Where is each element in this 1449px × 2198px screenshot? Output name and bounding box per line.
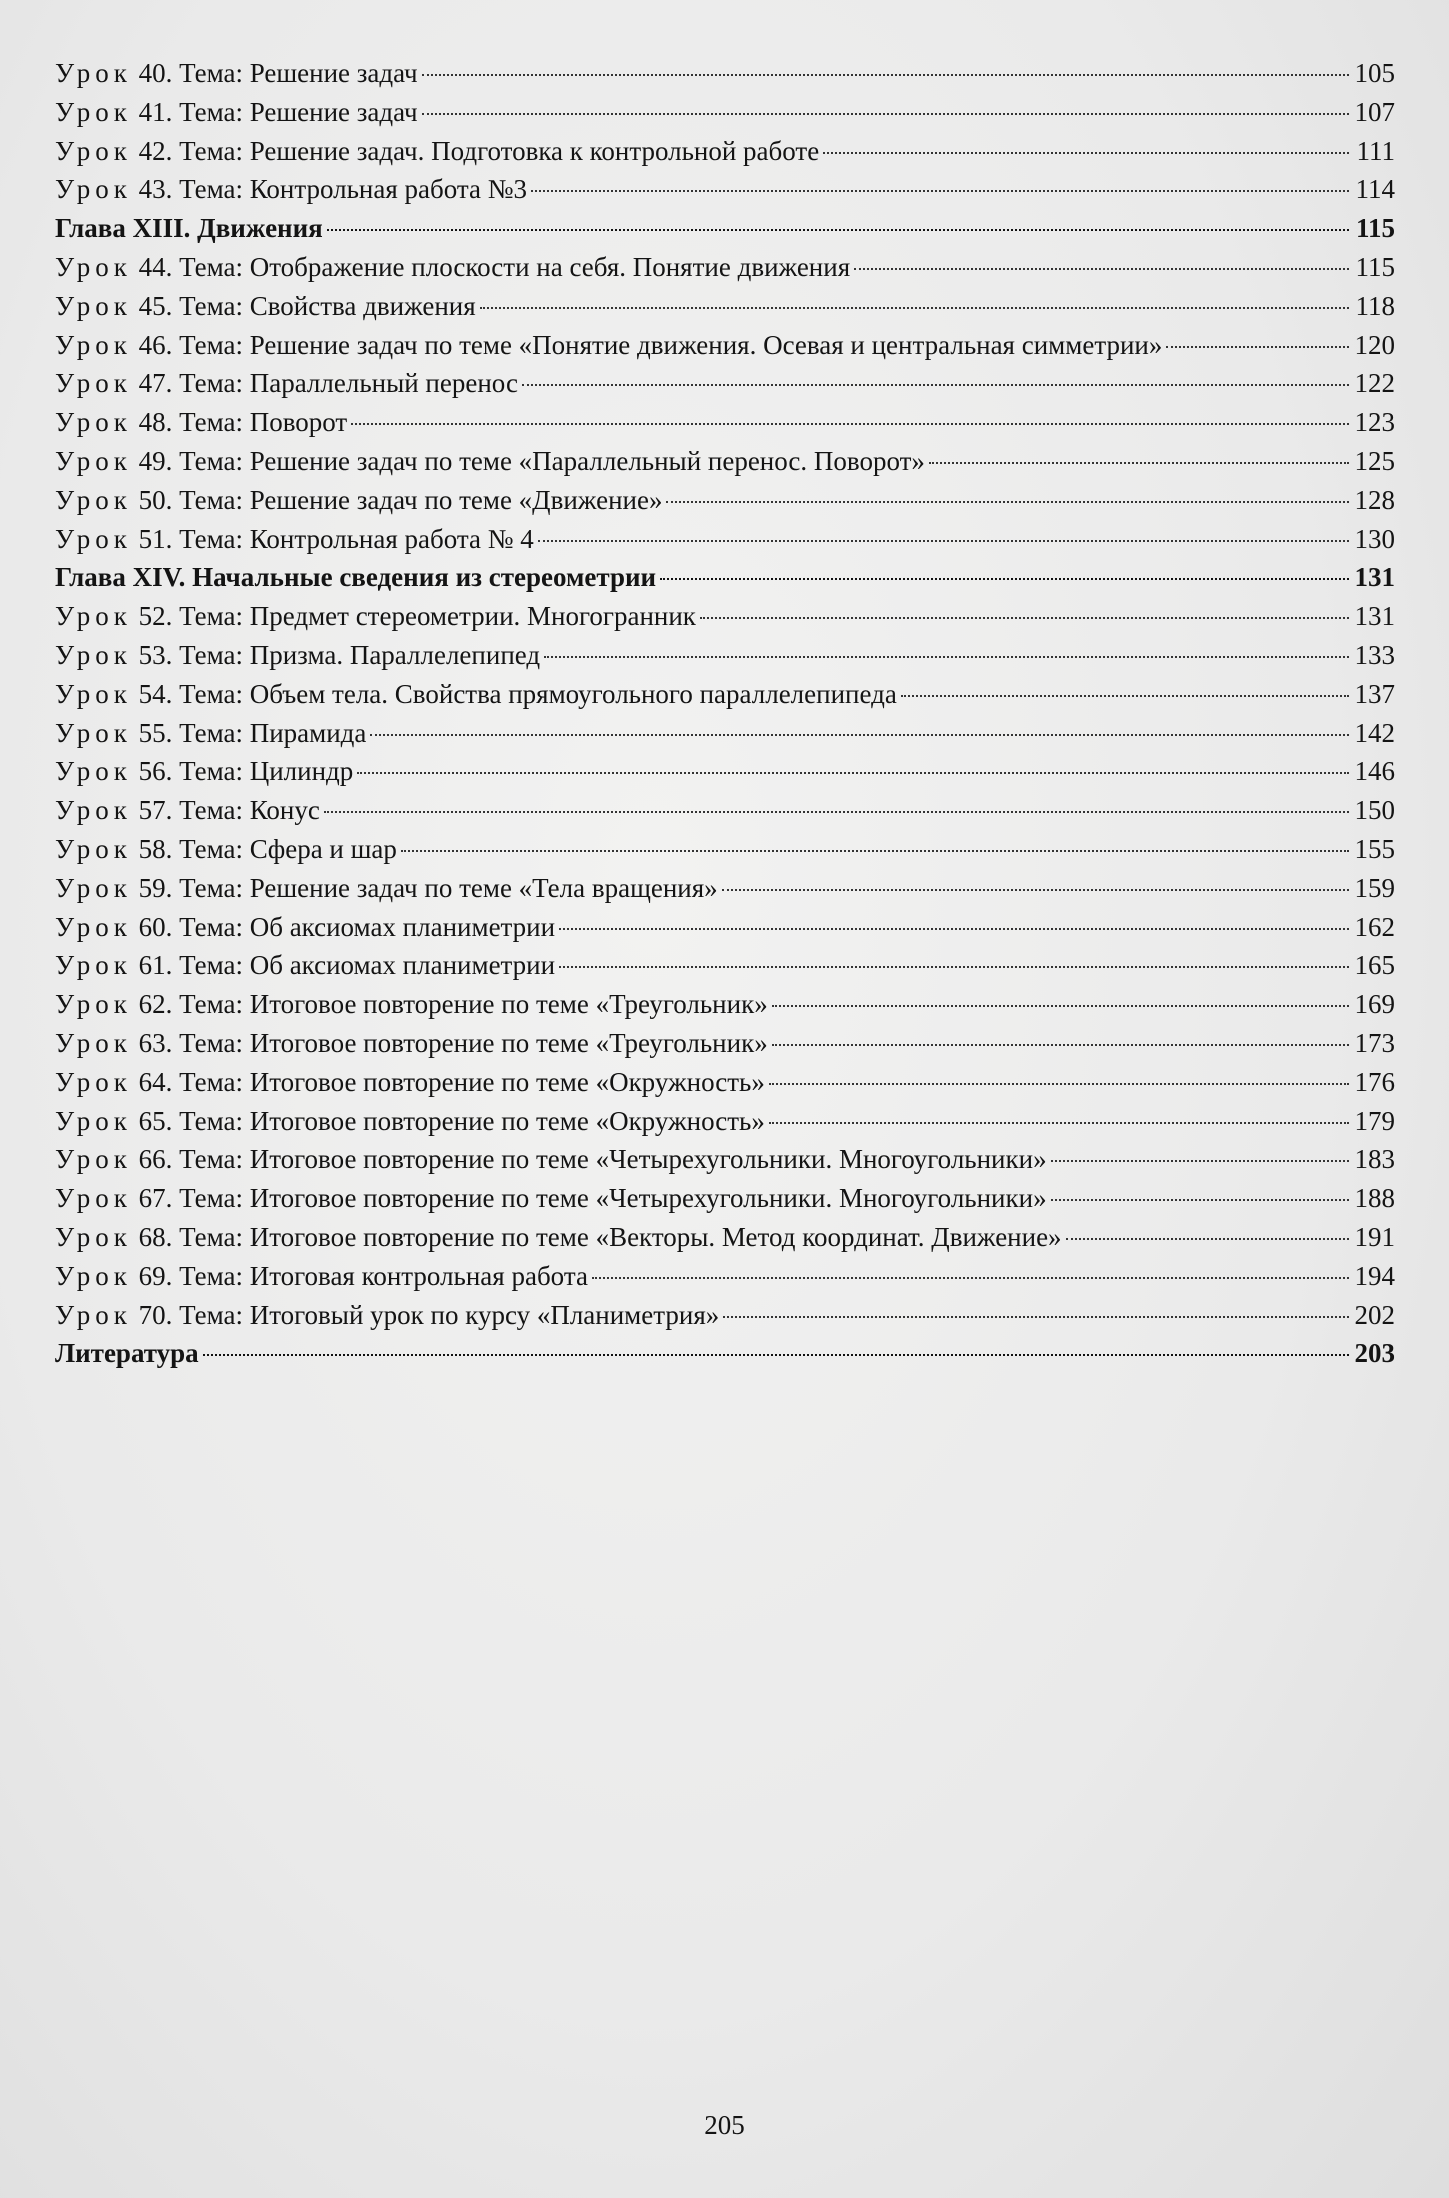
dot-leader (769, 1121, 1349, 1124)
dot-leader (203, 1353, 1349, 1356)
toc-page-number: 122 (1354, 368, 1395, 399)
toc-entry-title (55, 93, 418, 132)
toc-page-number: 114 (1355, 174, 1395, 205)
toc-page-number: 202 (1354, 1299, 1395, 1330)
toc-entry-title (55, 520, 534, 559)
lesson-prefix: Урок (55, 601, 132, 632)
toc-lesson-row (55, 54, 1395, 93)
toc-entry-title (55, 1024, 768, 1063)
toc-lesson-row (55, 791, 1395, 830)
lesson-prefix: Урок (55, 523, 132, 554)
lesson-prefix: Урок (55, 407, 132, 438)
toc-chapter-row (55, 1334, 1395, 1373)
toc-lesson-row (55, 675, 1395, 714)
toc-lesson-row (55, 908, 1395, 947)
table-of-contents (55, 54, 1395, 1373)
toc-entry-title (55, 1257, 588, 1296)
toc-lesson-row (55, 132, 1395, 171)
toc-lesson-row (55, 1024, 1395, 1063)
lesson-prefix: Урок (55, 678, 132, 709)
toc-entry-title (55, 54, 418, 93)
toc-page-number: 118 (1355, 290, 1395, 321)
dot-leader (538, 539, 1349, 542)
toc-page-number: 188 (1354, 1183, 1395, 1214)
dot-leader (559, 965, 1348, 968)
toc-entry-title (55, 1179, 1047, 1218)
toc-lesson-row (55, 1257, 1395, 1296)
toc-page-number: 120 (1354, 329, 1395, 360)
toc-lesson-row (55, 93, 1395, 132)
toc-page-number: 131 (1354, 601, 1395, 632)
dot-leader (901, 694, 1349, 697)
toc-entry-title (55, 132, 819, 171)
lesson-prefix: Урок (55, 96, 132, 127)
dot-leader (666, 500, 1348, 503)
lesson-prefix: Урок (55, 58, 132, 88)
toc-entry-title (55, 985, 768, 1024)
toc-entry-title (55, 170, 527, 209)
toc-chapter-row (55, 209, 1395, 248)
toc-page-number: 191 (1354, 1221, 1395, 1252)
toc-lesson-row (55, 1179, 1395, 1218)
toc-entry-text: 57. Тема: Конус (131, 795, 320, 826)
toc-entry-title (55, 558, 656, 597)
toc-page-number: 183 (1354, 1144, 1395, 1175)
toc-entry-title (55, 1296, 719, 1335)
toc-entry-title (55, 326, 1162, 365)
dot-leader (1051, 1159, 1349, 1162)
lesson-prefix: Урок (55, 174, 132, 205)
lesson-prefix: Урок (55, 445, 132, 476)
toc-entry-text: 63. Тема: Итоговое повторение по теме «Треугольник» (131, 1027, 768, 1058)
toc-lesson-row (55, 714, 1395, 753)
dot-leader (559, 927, 1348, 930)
toc-entry-text: 69. Тема: Итоговая контрольная работа (131, 1260, 588, 1291)
lesson-prefix: Урок (55, 290, 132, 321)
toc-page-number: 165 (1354, 950, 1395, 981)
toc-lesson-row (55, 248, 1395, 287)
toc-entry-text: 46. Тема: Решение задач по теме «Понятие движения. Осевая и центральная симметрии» (131, 329, 1163, 360)
lesson-prefix: Урок (55, 251, 132, 282)
toc-page-number: 142 (1354, 717, 1395, 748)
dot-leader (544, 655, 1348, 658)
toc-lesson-row (55, 287, 1395, 326)
dot-leader (722, 888, 1349, 891)
toc-page-number: 123 (1354, 407, 1395, 438)
lesson-prefix: Урок (55, 368, 132, 399)
lesson-prefix: Урок (55, 833, 132, 864)
toc-entry-title (55, 442, 925, 481)
toc-page-number: 131 (1354, 562, 1395, 593)
toc-entry-title (55, 675, 897, 714)
toc-entry-text: 66. Тема: Итоговое повторение по теме «Четырехугольники. Многоугольники» (131, 1144, 1047, 1175)
toc-page-number: 115 (1355, 251, 1395, 282)
toc-entry-title (55, 209, 323, 248)
toc-lesson-row (55, 170, 1395, 209)
toc-lesson-row (55, 364, 1395, 403)
toc-page-number: 150 (1354, 795, 1395, 826)
toc-page-number: 173 (1354, 1027, 1395, 1058)
toc-page-number: 179 (1354, 1105, 1395, 1136)
lesson-prefix: Урок (55, 1221, 132, 1252)
toc-lesson-row (55, 403, 1395, 442)
lesson-prefix: Урок (55, 1183, 132, 1214)
toc-entry-text: 52. Тема: Предмет стереометрии. Многогранник (131, 601, 696, 632)
toc-entry-title (55, 1140, 1047, 1179)
toc-page-number: 130 (1354, 523, 1395, 554)
toc-lesson-row (55, 830, 1395, 869)
toc-page-number: 169 (1354, 989, 1395, 1020)
dot-leader (422, 73, 1349, 76)
lesson-prefix: Урок (55, 1260, 132, 1291)
lesson-prefix: Урок (55, 135, 132, 166)
dot-leader (854, 267, 1349, 270)
toc-entry-title (55, 287, 476, 326)
toc-entry-text: 54. Тема: Объем тела. Свойства прямоугольного параллелепипеда (131, 678, 897, 709)
toc-page-number: 105 (1354, 58, 1395, 88)
toc-entry-text: 51. Тема: Контрольная работа № 4 (131, 523, 534, 554)
lesson-prefix: Урок (55, 484, 132, 515)
toc-lesson-row (55, 752, 1395, 791)
dot-leader (522, 383, 1349, 386)
dot-leader (324, 810, 1349, 813)
toc-entry-text: 42. Тема: Решение задач. Подготовка к контрольной работе (131, 135, 820, 166)
toc-lesson-row (55, 520, 1395, 559)
toc-lesson-row (55, 985, 1395, 1024)
dot-leader (660, 577, 1348, 580)
toc-lesson-row (55, 1218, 1395, 1257)
dot-leader (370, 733, 1348, 736)
toc-page-number: 125 (1354, 445, 1395, 476)
toc-entry-title (55, 791, 320, 830)
toc-entry-text: 59. Тема: Решение задач по теме «Тела вращения» (131, 872, 718, 903)
dot-leader (531, 189, 1349, 192)
toc-page-number: 155 (1354, 833, 1395, 864)
dot-leader (480, 306, 1349, 309)
toc-entry-title (55, 1063, 765, 1102)
toc-entry-title (55, 946, 555, 985)
dot-leader (357, 771, 1348, 774)
toc-entry-text: 49. Тема: Решение задач по теме «Параллельный перенос. Поворот» (131, 445, 925, 476)
toc-entry-text: 45. Тема: Свойства движения (131, 290, 476, 321)
toc-lesson-row (55, 636, 1395, 675)
lesson-prefix: Урок (55, 717, 132, 748)
toc-lesson-row (55, 946, 1395, 985)
dot-leader (351, 422, 1348, 425)
toc-page-number: 115 (1355, 213, 1395, 244)
toc-entry-title (55, 403, 347, 442)
dot-leader (772, 1043, 1349, 1046)
lesson-prefix: Урок (55, 1027, 132, 1058)
dot-leader (1166, 345, 1348, 348)
toc-lesson-row (55, 869, 1395, 908)
dot-leader (401, 849, 1349, 852)
toc-entry-title (55, 1218, 1062, 1257)
toc-entry-text: Глава XIII. Движения (55, 213, 323, 244)
lesson-prefix: Урок (55, 756, 132, 787)
toc-entry-text: 48. Тема: Поворот (131, 407, 348, 438)
toc-entry-title (55, 636, 540, 675)
toc-page-number: 194 (1354, 1260, 1395, 1291)
lesson-prefix: Урок (55, 950, 132, 981)
toc-chapter-row (55, 558, 1395, 597)
toc-entry-text: Литература (55, 1338, 199, 1369)
toc-lesson-row (55, 597, 1395, 636)
toc-entry-text: 47. Тема: Параллельный перенос (131, 368, 518, 399)
toc-entry-title (55, 481, 662, 520)
toc-entry-text: 67. Тема: Итоговое повторение по теме «Четырехугольники. Многоугольники» (131, 1183, 1047, 1214)
toc-entry-title (55, 830, 397, 869)
dot-leader (592, 1276, 1349, 1279)
toc-entry-text: 50. Тема: Решение задач по теме «Движение» (131, 484, 663, 515)
lesson-prefix: Урок (55, 872, 132, 903)
toc-page-number: 107 (1354, 96, 1395, 127)
toc-page-number: 176 (1354, 1066, 1395, 1097)
toc-lesson-row (55, 1063, 1395, 1102)
toc-entry-text: Глава XIV. Начальные сведения из стереометрии (55, 562, 657, 593)
lesson-prefix: Урок (55, 1066, 132, 1097)
toc-lesson-row (55, 481, 1395, 520)
toc-entry-text: 70. Тема: Итоговый урок по курсу «Планиметрия» (131, 1299, 720, 1330)
dot-leader (929, 461, 1349, 464)
toc-entry-title (55, 869, 718, 908)
toc-lesson-row (55, 1102, 1395, 1141)
toc-entry-title (55, 248, 850, 287)
dot-leader (1051, 1198, 1349, 1201)
dot-leader (422, 112, 1349, 115)
toc-lesson-row (55, 442, 1395, 481)
toc-lesson-row (55, 1140, 1395, 1179)
toc-entry-text: 41. Тема: Решение задач (131, 96, 418, 127)
toc-entry-text: 61. Тема: Об аксиомах планиметрии (131, 950, 556, 981)
toc-entry-title (55, 1102, 765, 1141)
toc-entry-title (55, 908, 555, 947)
toc-page-number: 137 (1354, 678, 1395, 709)
lesson-prefix: Урок (55, 329, 132, 360)
lesson-prefix: Урок (55, 1144, 132, 1175)
toc-page-number: 159 (1354, 872, 1395, 903)
lesson-prefix: Урок (55, 639, 132, 670)
dot-leader (327, 228, 1349, 231)
toc-entry-text: 68. Тема: Итоговое повторение по теме «Векторы. Метод координат. Движение» (131, 1221, 1062, 1252)
dot-leader (772, 1004, 1349, 1007)
toc-page-number: 111 (1356, 135, 1395, 166)
toc-entry-title (55, 752, 353, 791)
toc-entry-title (55, 714, 366, 753)
toc-entry-text: 53. Тема: Призма. Параллелепипед (131, 639, 541, 670)
dot-leader (823, 151, 1349, 154)
toc-page-number: 133 (1354, 639, 1395, 670)
toc-entry-title (55, 364, 518, 403)
toc-page-number: 128 (1354, 484, 1395, 515)
toc-entry-text: 40. Тема: Решение задач (131, 58, 418, 88)
dot-leader (1066, 1237, 1349, 1240)
toc-entry-title (55, 1334, 199, 1373)
lesson-prefix: Урок (55, 795, 132, 826)
toc-entry-text: 43. Тема: Контрольная работа №3 (131, 174, 527, 205)
dot-leader (723, 1315, 1348, 1318)
lesson-prefix: Урок (55, 989, 132, 1020)
dot-leader (700, 616, 1349, 619)
dot-leader (769, 1082, 1349, 1085)
toc-lesson-row (55, 1296, 1395, 1335)
toc-page-number: 146 (1354, 756, 1395, 787)
toc-entry-text: 56. Тема: Цилиндр (131, 756, 354, 787)
toc-entry-text: 60. Тема: Об аксиомах планиметрии (131, 911, 556, 942)
lesson-prefix: Урок (55, 911, 132, 942)
toc-entry-text: 62. Тема: Итоговое повторение по теме «Треугольник» (131, 989, 768, 1020)
toc-lesson-row (55, 326, 1395, 365)
toc-entry-title (55, 597, 696, 636)
toc-entry-text: 44. Тема: Отображение плоскости на себя. Понятие движения (131, 251, 851, 282)
lesson-prefix: Урок (55, 1105, 132, 1136)
page-number: 205 (704, 2110, 745, 2140)
toc-entry-text: 58. Тема: Сфера и шар (131, 833, 397, 864)
toc-entry-text: 64. Тема: Итоговое повторение по теме «Окружность» (131, 1066, 765, 1097)
toc-page-number: 203 (1354, 1338, 1395, 1369)
lesson-prefix: Урок (55, 1299, 132, 1330)
toc-page-number: 162 (1354, 911, 1395, 942)
toc-entry-text: 55. Тема: Пирамида (131, 717, 367, 748)
toc-entry-text: 65. Тема: Итоговое повторение по теме «Окружность» (131, 1105, 765, 1136)
